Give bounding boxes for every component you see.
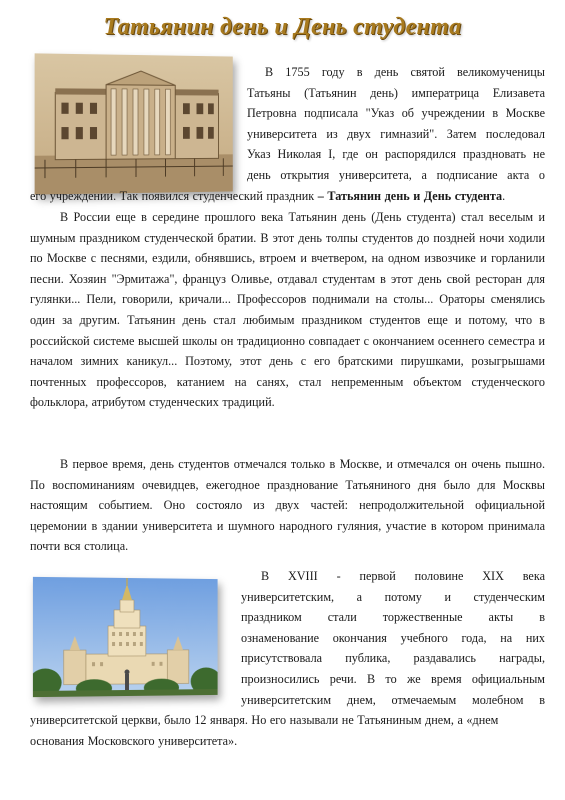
p1-line: университета из двух гимназий". Затем последовал xyxy=(247,126,545,141)
msu-main-building-photo xyxy=(33,577,218,697)
p4-line: университетским, а потому и студенческим xyxy=(241,589,545,604)
paragraph-3: В первое время, день студентов отмечался только в Москве, и отмечался он очень пышно. По воспоминаниям очевидцев, ежегодное празднование Татьяниного дня было для Москвы настоящим событием. Оно состояло из двух частей: непродолжительной официальной церемонии в здании университета и шумного народного гуляния, участие в котором принимала почти вся столица. xyxy=(30,457,545,554)
p1-last-line-start: его учреждении. Так появился студенческий праздник xyxy=(30,189,315,203)
p4-line: праздником стали торжественные акты в xyxy=(241,610,545,625)
p1-last-line-end: . xyxy=(502,189,506,203)
p1-line: Указ Николая I, где он распорядился праздновать не xyxy=(247,147,545,162)
p4-line: В XVIII - первой половине XIX века xyxy=(261,569,545,583)
p4-line: университетским днем, отмечаемым молебном в xyxy=(241,692,545,707)
page-title: Татьянин день и День студента xyxy=(103,14,462,40)
p4-line: ознаменование окончания учебного года, на них xyxy=(241,630,545,645)
paragraph-4 xyxy=(241,566,545,710)
paragraph-4-tail: университетской церкви, было 12 января. Но его называли не Татьяниным днем, а «днем основания Московского университета». xyxy=(30,713,499,748)
old-university-photo xyxy=(35,53,233,194)
holiday-name-bold: – Татьянин день и День студента xyxy=(317,189,503,203)
p1-line: Петровна подписала "Указ об учреждении в Москве xyxy=(247,106,545,121)
p4-line: произносились речи. В то же время официальным xyxy=(241,671,545,686)
paragraph-2: В России еще в середине прошлого века Татьянин день (День студента) стал веселым и шумным праздником студенческой братии. В этот день толпы студентов до поздней ночи ходили по Москве с песнями, ездили, обнявшись, втроем и вчетвером, на одном извозчике и горланили песни. Хозяин "Эрмитажа", француз Оливье, отдавал студентам в этот день свой ресторан для гулянки... Пели, говорили, кричали... Профессоров поднимали на столы... Ораторы сменялись один за другим. Татьянин день стал любимым праздником студентов еще и потому, что в российской системе высшей школы он традиционно совпадает с окончанием осеннего семестра и началом зимних каникул... Поэтому, этот день с его братскими пирушками, розыгрышами почтенных профессоров, катанием на санях, стал непременным объектом студенческого фольклора, атрибутом студенческих традиций. xyxy=(30,210,545,410)
p1-line: Татьяны (Татьянин день) императрица Елизавета xyxy=(247,85,545,100)
p1-line: день открытия университета, а подписание акта о xyxy=(247,167,545,182)
paragraph-1 xyxy=(247,62,545,186)
p1-line: В 1755 году в день святой великомученицы xyxy=(265,65,545,79)
paragraph-1-last-line xyxy=(30,186,550,207)
p4-line: присутствовала публика, раздавались награды, xyxy=(241,651,545,666)
